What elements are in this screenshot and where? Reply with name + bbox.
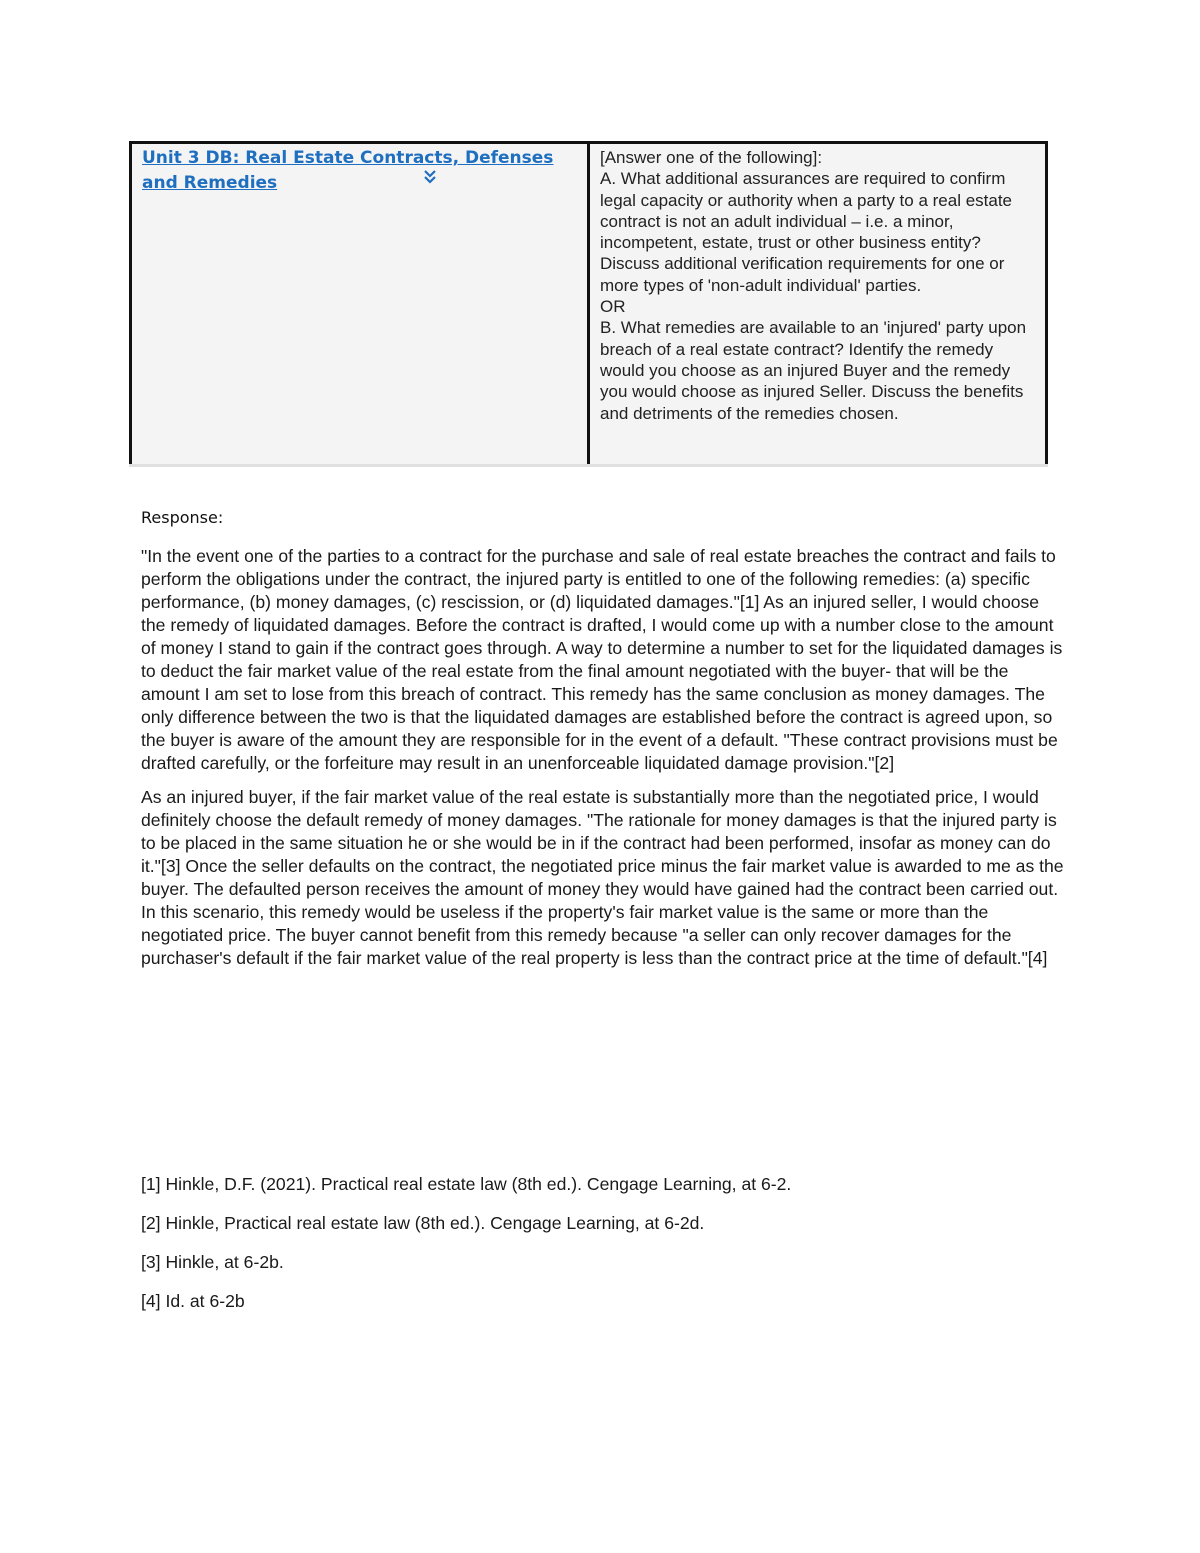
prompt-instruction: [Answer one of the following]: bbox=[600, 148, 823, 167]
footnote-3: [3] Hinkle, at 6-2b. bbox=[141, 1252, 284, 1272]
assignment-prompt-cell bbox=[590, 144, 1045, 464]
response-section bbox=[141, 508, 1066, 981]
footnote-2: [2] Hinkle, Practical real estate law (8th ed.). Cengage Learning, at 6-2d. bbox=[141, 1213, 705, 1233]
prompt-option-a: A. What additional assurances are required to confirm legal capacity or authority when a party to a real estate contract is not an adult individual – i.e. a minor, incompetent, estate, trust or other business entity? Discuss additional verification requirements for one or more types of 'non-adult individual' parties. bbox=[600, 169, 1013, 295]
assignment-title-cell bbox=[132, 144, 590, 464]
footnotes bbox=[141, 1173, 1066, 1329]
footnote-1: [1] Hinkle, D.F. (2021). Practical real estate law (8th ed.). Cengage Learning, at 6-2. bbox=[141, 1174, 792, 1194]
unit-3-db-link[interactable]: Unit 3 DB: Real Estate Contracts, Defenses and Remedies bbox=[142, 148, 554, 193]
prompt-or: OR bbox=[600, 297, 626, 317]
response-paragraph-buyer: As an injured buyer, if the fair market value of the real estate is substantially more than the negotiated price, I would definitely choose the default remedy of money damages. "The rationale for money damages is that the injured party is to be placed in the same situation he or she would be in if the contract had been performed, insofar as money can do it."[3] Once the seller defaults on the contract, the negotiated price minus the fair market value is awarded to me as the buyer. The defaulted person receives the amount of money they would have gained had the contract been carried out. In this scenario, this remedy would be useless if the property's fair market value is the same or more than the negotiated price. The buyer cannot benefit from this remedy because "a seller can only recover damages for the purchaser's default if the fair market value of the real property is less than the contract price at the time of default."[4] bbox=[141, 787, 1064, 968]
prompt-option-b: B. What remedies are available to an 'injured' party upon breach of a real estate contract? Identify the remedy would you choose as an injured Buyer and the remedy you would choose as injured Seller. Discuss the benefits and detriments of the remedies chosen. bbox=[600, 318, 1027, 423]
response-label: Response: bbox=[141, 508, 224, 527]
response-paragraph-seller: "In the event one of the parties to a contract for the purchase and sale of real estate breaches the contract and fails to perform the obligations under the contract, the injured party is entitled to one of the following remedies: (a) specific performance, (b) money damages, (c) rescission, or (d) liquidated damages."[1] As an injured seller, I would choose the remedy of liquidated damages. Before the contract is drafted, I would come up with a number close to the amount of money I stand to gain if the contract goes through. A way to determine a number to set for the liquidated damages is to deduct the fair market value of the real estate from the final amount negotiated with the buyer- that will be the amount I am set to lose from this breach of contract. This remedy has the same conclusion as money damages. The only difference between the two is that the liquidated damages are established before the contract is agreed upon, so the buyer is aware of the amount they are responsible for in the event of a default. "These contract provisions must be drafted carefully, or the forfeiture may result in an unenforceable liquidated damage provision."[2] bbox=[141, 546, 1063, 773]
double-chevron-down-icon[interactable] bbox=[422, 168, 438, 186]
assignment-table bbox=[129, 141, 1048, 464]
footnote-4: [4] Id. at 6-2b bbox=[141, 1291, 245, 1311]
